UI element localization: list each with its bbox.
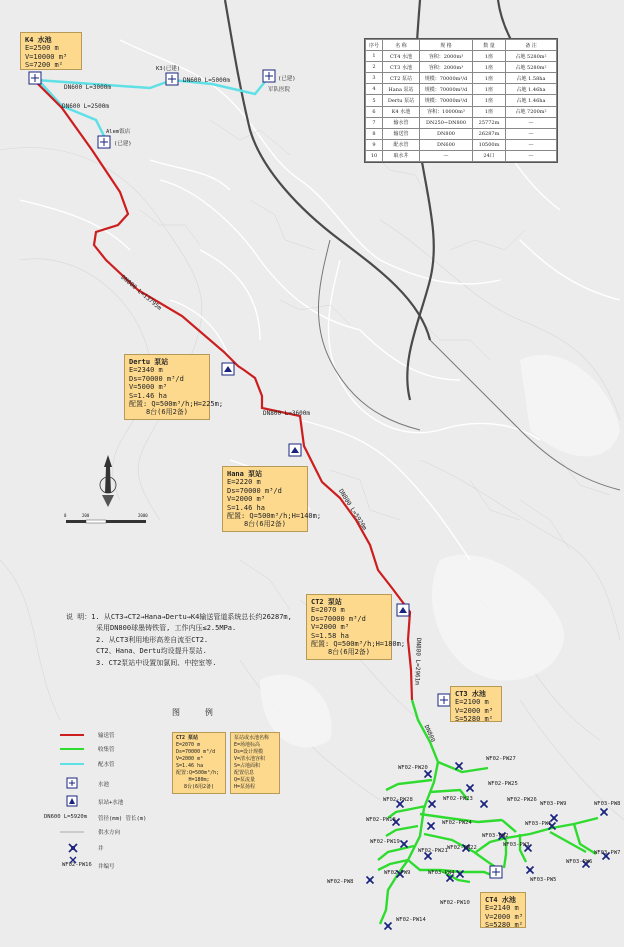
army-hospital-built-label: (已建) — [278, 76, 296, 82]
legend-label: 管径(mm) 管长(m) — [98, 816, 147, 822]
table-cell: 规模：70000m³/d — [420, 95, 473, 106]
table-cell: 7 — [366, 117, 383, 128]
table-row — [366, 106, 557, 117]
dertu-line: E=2340 m — [129, 366, 163, 375]
well-label: WF03-PW5 — [530, 877, 557, 883]
well-label: WF02-PW18 — [366, 817, 396, 823]
hana-line: Ds=70000 m³/d — [227, 486, 282, 495]
well-label: WF02-PW14 — [396, 917, 426, 923]
notes-prefix: 说 明： — [66, 613, 92, 621]
ct2-info-box — [306, 594, 406, 660]
well-label: WF02-PW26 — [507, 797, 537, 803]
table-row — [366, 117, 557, 128]
table-row — [366, 62, 557, 73]
pipe-label-dn800-main: DN800 L=13795m — [119, 274, 163, 312]
table-cell: 容积：2000m³ — [420, 51, 473, 62]
k3-tank-icon — [166, 73, 178, 85]
table-cell: DN600 — [420, 139, 473, 150]
well-label: WF02-PW21 — [418, 848, 448, 854]
notes-line: CT2、Hana、Dertu均设提升泵站. — [96, 647, 207, 656]
k3-label: K3(已建) — [156, 66, 181, 72]
dertu-line: 8台(6用2备) — [145, 408, 189, 417]
hana-line: 8台(6用2备) — [243, 520, 287, 529]
table-row — [366, 139, 557, 150]
hana-line: E=2220 m — [227, 478, 261, 487]
table-row — [366, 95, 557, 106]
airport-label: Alem饭店 — [106, 129, 131, 135]
equipment-table-body — [366, 51, 557, 162]
sample-desc: E=场地标高 — [234, 742, 261, 748]
legend-label: 供水方向 — [98, 830, 121, 836]
table-cell: 26287m — [473, 128, 506, 139]
pipe-label-dn800-ct2: DN800 L=2961m — [413, 637, 422, 685]
pipe-label-dn600-lower: DN600 L=2500m — [62, 103, 109, 110]
well-label: WF02-PW24 — [442, 820, 472, 826]
ct2-line: E=2070 m — [311, 606, 345, 615]
sample-desc: Ds=设计规模 — [234, 749, 264, 755]
notes-line: 1. 从CT3→CT2→Hana→Dertu→K4输送管道系统总长约26287m, — [91, 613, 292, 621]
hana-pump-icon — [289, 444, 301, 456]
table-cell: 1座 — [473, 73, 506, 84]
sample-line: Ds=70000 m³/d — [176, 749, 216, 755]
table-cell: 8 — [366, 128, 383, 139]
table-cell: CT3 水池 — [383, 62, 420, 73]
table-cell: — — [506, 139, 557, 150]
table-row — [366, 51, 557, 62]
sample-line: 配置:Q=500m³/h; — [176, 770, 220, 776]
well-label: WF03-PW9 — [540, 801, 567, 807]
table-header-cell: 名 称 — [383, 40, 420, 51]
notes-line: 采用DN800球墨铸铁管, 工作内压≤2.5MPa. — [96, 624, 237, 633]
pipe-label-dn600-top: DN600 L=3000m — [64, 84, 111, 91]
table-cell: 10 — [366, 150, 383, 161]
sample-line: S=1.46 ha — [176, 763, 204, 769]
table-cell: 9 — [366, 139, 383, 150]
sample-line: 8台(6用2备) — [183, 784, 215, 790]
sample-desc: Q=泵流量 — [234, 777, 256, 783]
sample-line: V=2000 m³ — [176, 756, 204, 762]
table-header-cell: 序号 — [366, 40, 383, 51]
ct3-info-box — [450, 686, 502, 722]
hana-line: S=1.46 ha — [227, 503, 265, 512]
table-header-cell: 规 格 — [420, 40, 473, 51]
equipment-table — [364, 38, 558, 163]
legend-sample: DN600 L=5920m — [44, 814, 88, 820]
legend-label: 水池 — [98, 782, 110, 788]
table-cell: 2 — [366, 62, 383, 73]
k4-e: E=2500 m — [25, 44, 59, 53]
ct4-line: S=5280 m² — [485, 921, 523, 930]
sample-title: CT2 泵站 — [176, 735, 199, 741]
sample-line: H=180m; — [188, 777, 210, 783]
well-label: WF02-PW28 — [383, 797, 413, 803]
table-header-row — [366, 40, 557, 51]
pipe-label-dn800-ct3: DN800 — [422, 724, 437, 744]
table-cell: 5 — [366, 95, 383, 106]
table-cell: 占地 1.46ha — [506, 84, 557, 95]
table-cell: 25772m — [473, 117, 506, 128]
well-label: WF03-PW4 — [428, 870, 455, 876]
legend-sample-box — [172, 732, 226, 794]
table-cell: 占地 1.46ha — [506, 95, 557, 106]
ct2-line: Ds=70000 m³/d — [311, 614, 366, 623]
table-cell: 1座 — [473, 95, 506, 106]
well-label: WF02-PW25 — [488, 781, 518, 787]
dertu-line: S=1.46 ha — [129, 391, 167, 400]
army-hospital-label: 军队医院 — [268, 87, 291, 93]
table-cell: CT2 泵站 — [383, 73, 420, 84]
scale-bar — [66, 520, 146, 523]
sample-desc: S=占地面积 — [234, 763, 261, 769]
well-label: WF02-PW22 — [447, 845, 477, 851]
ct4-tank-icon — [490, 866, 502, 878]
scale-tick-label: 0 — [64, 513, 67, 518]
well-label: WF02-PW20 — [398, 765, 428, 771]
legend-label: 收集管 — [98, 747, 115, 753]
sample-desc: 泵站或水池名称 — [234, 735, 270, 741]
well-label: WF02-PW27 — [486, 756, 516, 762]
table-cell: 4 — [366, 84, 383, 95]
hana-info-box — [222, 466, 322, 532]
table-cell: 输水管 — [383, 117, 420, 128]
ct2-line: 配置: Q=500m³/h;H=180m; — [311, 640, 406, 649]
airport-tank-icon — [98, 136, 110, 148]
table-cell: Hana 泵站 — [383, 84, 420, 95]
table-header-cell: 数 量 — [473, 40, 506, 51]
pipe-label-dn600-k3: DN600 L=5000m — [183, 77, 230, 84]
table-row — [366, 73, 557, 84]
table-cell: 规模：70000m³/d — [420, 84, 473, 95]
table-cell: 容积：2000m³ — [420, 62, 473, 73]
table-cell: 1座 — [473, 84, 506, 95]
ct2-line: 8台(6用2备) — [327, 648, 371, 657]
table-cell: — — [420, 150, 473, 161]
table-row — [366, 150, 557, 161]
table-cell: — — [506, 117, 557, 128]
well-label: WF02-PW10 — [440, 900, 470, 906]
well-label: WF03-PW2 — [482, 833, 509, 839]
table-cell: 输送管 — [383, 128, 420, 139]
scale-tick-label: 2000 — [138, 513, 148, 518]
sample-line: E=2070 m — [176, 742, 201, 748]
army-hospital-tank-icon — [263, 70, 275, 82]
dertu-line: 配置: Q=500m³/h;H=225m; — [129, 400, 224, 409]
legend-sample: WF02-PW16 — [62, 862, 92, 868]
table-cell: 占地 5280m² — [506, 62, 557, 73]
table-cell: Dertu 泵站 — [383, 95, 420, 106]
well-label: WF03-PW6 — [566, 859, 593, 865]
ct4-title: CT4 水池 — [485, 896, 516, 904]
table-cell: 规模：70000m³/d — [420, 73, 473, 84]
ct3-line: E=2100 m — [455, 698, 489, 707]
table-cell: 24口 — [473, 150, 506, 161]
table-cell: 占地 7200m² — [506, 106, 557, 117]
ct3-title: CT3 水池 — [455, 690, 486, 698]
ct4-line: V=2000 m³ — [485, 912, 523, 921]
notes-line: 2. 从CT3利用地形高差自流至CT2. — [96, 635, 209, 644]
table-cell: — — [506, 128, 557, 139]
sample-desc: 配置信息 — [234, 770, 255, 776]
k4-tank-icon — [29, 72, 41, 84]
well-label: WF02-PW19 — [370, 839, 400, 845]
scale-tick-label: 200 — [82, 513, 90, 518]
table-cell: 6 — [366, 106, 383, 117]
well-label: WF03-PW3 — [503, 842, 530, 848]
ct4-info-box — [480, 892, 526, 928]
k4-title: K4 水池 — [25, 36, 52, 44]
pipe-label-dn800-hana: DN800 L=5920m — [337, 488, 368, 532]
legend-label: 井编号 — [98, 864, 115, 870]
dertu-info-box — [124, 354, 224, 420]
hana-title: Hana 泵站 — [227, 470, 263, 478]
table-cell: 3 — [366, 73, 383, 84]
hana-line: 配置: Q=500m³/h;H=140m; — [227, 512, 322, 521]
ct2-line: S=1.58 ha — [311, 631, 349, 640]
table-cell: K4 水池 — [383, 106, 420, 117]
airport-built-label: (已建) — [114, 141, 132, 147]
dertu-line: V=5000 m³ — [129, 383, 167, 392]
table-cell: DN800 — [420, 128, 473, 139]
ct4-line: E=2140 m — [485, 904, 519, 913]
table-cell: 10500m — [473, 139, 506, 150]
table-cell: 1座 — [473, 51, 506, 62]
ct3-tank-icon — [438, 694, 450, 706]
ct3-line: V=2000 m³ — [455, 706, 493, 715]
well-label: WF03-PW8 — [594, 801, 621, 807]
legend-label: 输送管 — [98, 733, 115, 739]
table-cell: 1座 — [473, 106, 506, 117]
table-cell: 容积：10000m³ — [420, 106, 473, 117]
ct2-line: V=2000 m³ — [311, 623, 349, 632]
well-label: WF02-PW8 — [327, 879, 354, 885]
table-cell: 配水管 — [383, 139, 420, 150]
dertu-title: Dertu 泵站 — [129, 358, 169, 366]
well-label: WF03-PW7 — [594, 850, 621, 856]
sample-desc: H=泵扬程 — [234, 784, 256, 790]
well-label: WF03-PW1 — [525, 821, 552, 827]
legend-label: 泵站+水池 — [98, 800, 124, 806]
notes-block — [66, 612, 292, 669]
ct3-line: S=5280 m² — [455, 715, 493, 724]
sample-desc: V=清水池容积 — [234, 756, 266, 762]
table-cell: 1 — [366, 51, 383, 62]
table-cell: CT4 水池 — [383, 51, 420, 62]
well-label: WF02-PW23 — [443, 796, 473, 802]
dertu-pump-icon — [222, 363, 234, 375]
hana-line: V=2000 m³ — [227, 495, 265, 504]
dertu-line: Ds=70000 m³/d — [129, 374, 184, 383]
table-cell: 占地 1.58ha — [506, 73, 557, 84]
ct2-title: CT2 泵站 — [311, 598, 342, 606]
legend-title: 图 例 — [172, 708, 223, 717]
legend-label: 配水管 — [98, 762, 115, 768]
pipe-label-dn800-mid: DN800 L=3600m — [263, 410, 310, 417]
table-cell: 占地 5280m² — [506, 51, 557, 62]
table-row — [366, 128, 557, 139]
table-row — [366, 84, 557, 95]
table-cell: 取水井 — [383, 150, 420, 161]
k4-info-box — [20, 32, 82, 70]
legend-sample-desc-box — [230, 732, 280, 794]
legend-label: 井 — [98, 846, 104, 852]
table-header-cell: 备 注 — [506, 40, 557, 51]
ct2-pump-icon — [397, 604, 409, 616]
k4-s: S=7200 m² — [25, 61, 63, 70]
notes-line: 3. CT2泵站中设置加氯间、中控室等. — [96, 658, 217, 667]
table-cell: DN250~DN800 — [420, 117, 473, 128]
table-cell: 1座 — [473, 62, 506, 73]
k4-v: V=10000 m³ — [25, 52, 68, 61]
well-label: WF02-PW9 — [384, 870, 411, 876]
table-cell: — — [506, 150, 557, 161]
